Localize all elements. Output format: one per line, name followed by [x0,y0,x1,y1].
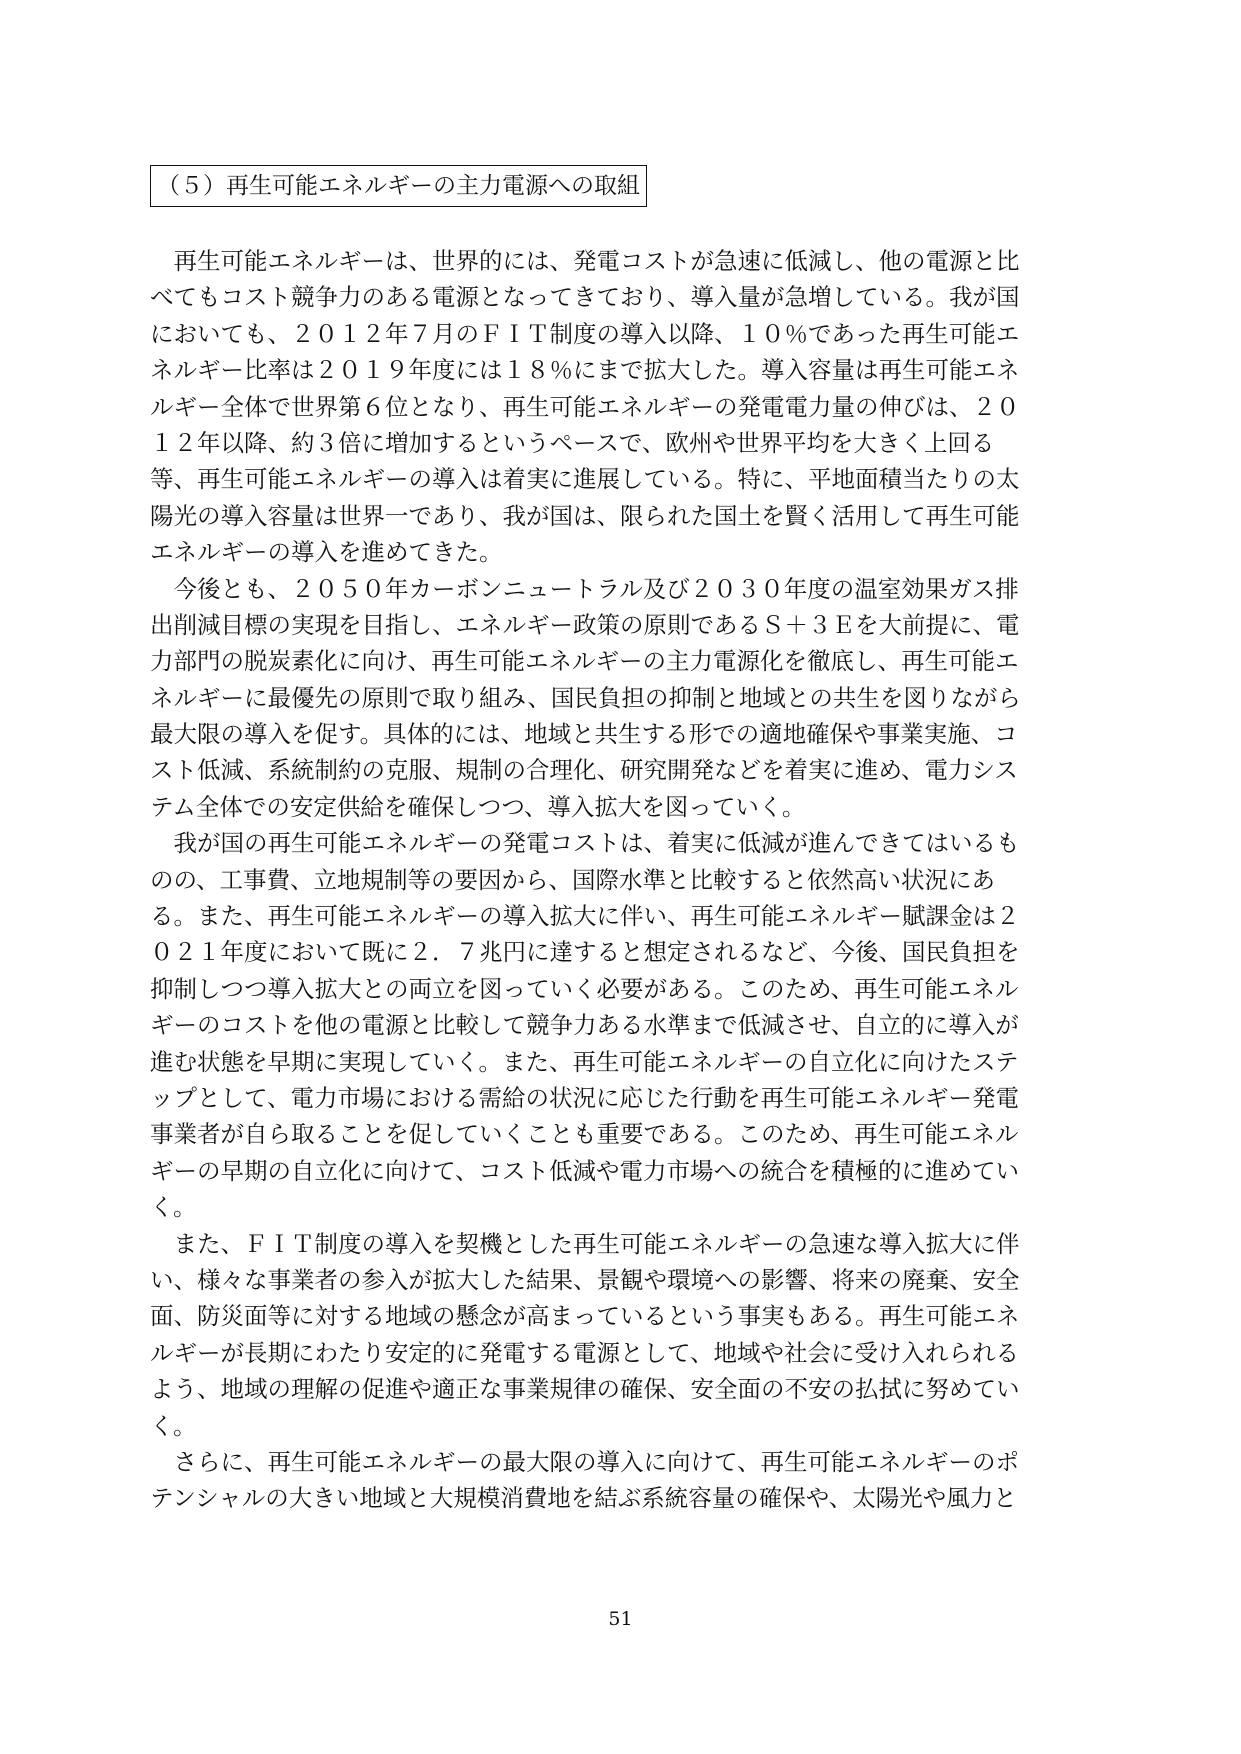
body-line: 等、再生可能エネルギーの導入は着実に進展している。特に、平地面積当たりの太 [150,465,1020,494]
body-line: る。また、再生可能エネルギーの導入拡大に伴い、再生可能エネルギー賦課金は２ [150,902,1020,931]
body-line: 陽光の導入容量は世界一であり、我が国は、限られた国土を賢く活用して再生可能 [150,501,1020,530]
body-line: 再生可能エネルギーは、世界的には、発電コストが急速に低減し、他の電源と比 [150,247,1020,275]
body-line: 進む状態を早期に実現していく。また、再生可能エネルギーの自立化に向けたステ [150,1047,1019,1076]
body-line: べてもコスト競争力のある電源となってきており、導入量が急増している。我が国 [150,283,1020,312]
body-line: においても、２０１２年７月のＦＩＴ制度の導入以降、１０％であった再生可能エ [150,319,1020,348]
body-line: ギーの早期の自立化に向けて、コスト低減や電力市場への統合を積極的に進めてい [150,1156,1020,1185]
page-number: 51 [608,1608,633,1630]
body-line: スト低減、系統制約の克服、規制の合理化、研究開発などを着実に進め、電力シス [150,756,1018,785]
body-line: ０２１年度において既に２．７兆円に達すると想定されるなど、今後、国民負担を [150,938,1020,967]
body-line: ネルギーに最優先の原則で取り組み、国民負担の抑制と地域との共生を図りながら [150,683,1021,712]
body-line: テム全体での安定供給を確保しつつ、導入拡大を図っていく。 [150,792,806,821]
body-line: 抑制しつつ導入拡大との両立を図っていく必要がある。このため、再生可能エネル [150,974,1019,1003]
body-line: 出削減目標の実現を目指し、エネルギー政策の原則であるＳ＋３Ｅを大前提に、電 [150,610,1020,639]
body-line: ップとして、電力市場における需給の状況に応じた行動を再生可能エネルギー発電 [150,1083,1020,1112]
body-line: 事業者が自ら取ることを促していくことも重要である。このため、再生可能エネル [150,1120,1019,1149]
body-text [150,243,1080,1517]
body-line: 今後とも、２０５０年カーボンニュートラル及び２０３０年度の温室効果ガス排 [150,574,1019,603]
body-line: 力部門の脱炭素化に向け、再生可能エネルギーの主力電源化を徹底し、再生可能エ [150,647,1019,676]
body-line: 最大限の導入を促す。具体的には、地域と共生する形での適地確保や事業実施、コ [150,720,1018,749]
body-line: エネルギーの導入を進めてきた。 [150,538,503,567]
body-line: ギーのコストを他の電源と比較して競争力ある水準まで低減させ、自立的に導入が [150,1011,1019,1040]
body-line: 我が国の再生可能エネルギーの発電コストは、着実に低減が進んできてはいるも [150,829,1020,858]
body-line: テンシャルの大きい地域と大規模消費地を結ぶ系統容量の確保や、太陽光や風力と [150,1484,1017,1513]
body-line: ルギーが長期にわたり安定的に発電する電源として、地域や社会に受け入れられる [150,1338,1020,1367]
body-line: さらに、再生可能エネルギーの最大限の導入に向けて、再生可能エネルギーのポ [150,1447,1020,1476]
body-line: ネルギー比率は２０１９年度には１８％にまで拡大した。導入容量は再生可能エネ [150,356,1020,385]
body-line: い、様々な事業者の参入が拡大した結果、景観や環境への影響、将来の廃棄、安全 [150,1265,1020,1294]
section-heading: （５）再生可能エネルギーの主力電源への取組 [150,165,647,207]
body-line: また、ＦＩＴ制度の導入を契機とした再生可能エネルギーの急速な導入拡大に伴 [150,1229,1020,1258]
body-line: よう、地域の理解の促進や適正な事業規律の確保、安全面の不安の払拭に努めてい [150,1375,1020,1404]
body-line: ルギー全体で世界第６位となり、再生可能エネルギーの発電電力量の伸びは、２０ [150,392,1020,421]
body-line: 面、防災面等に対する地域の懸念が高まっているという事実もある。再生可能エネ [150,1302,1020,1331]
body-line: １２年以降、約３倍に増加するというペースで、欧州や世界平均を大きく上回る [150,428,995,457]
body-line: く。 [150,1193,197,1222]
body-line: のの、工事費、立地規制等の要因から、国際水準と比較すると依然高い状況にあ [150,865,996,894]
body-line: く。 [150,1411,197,1440]
